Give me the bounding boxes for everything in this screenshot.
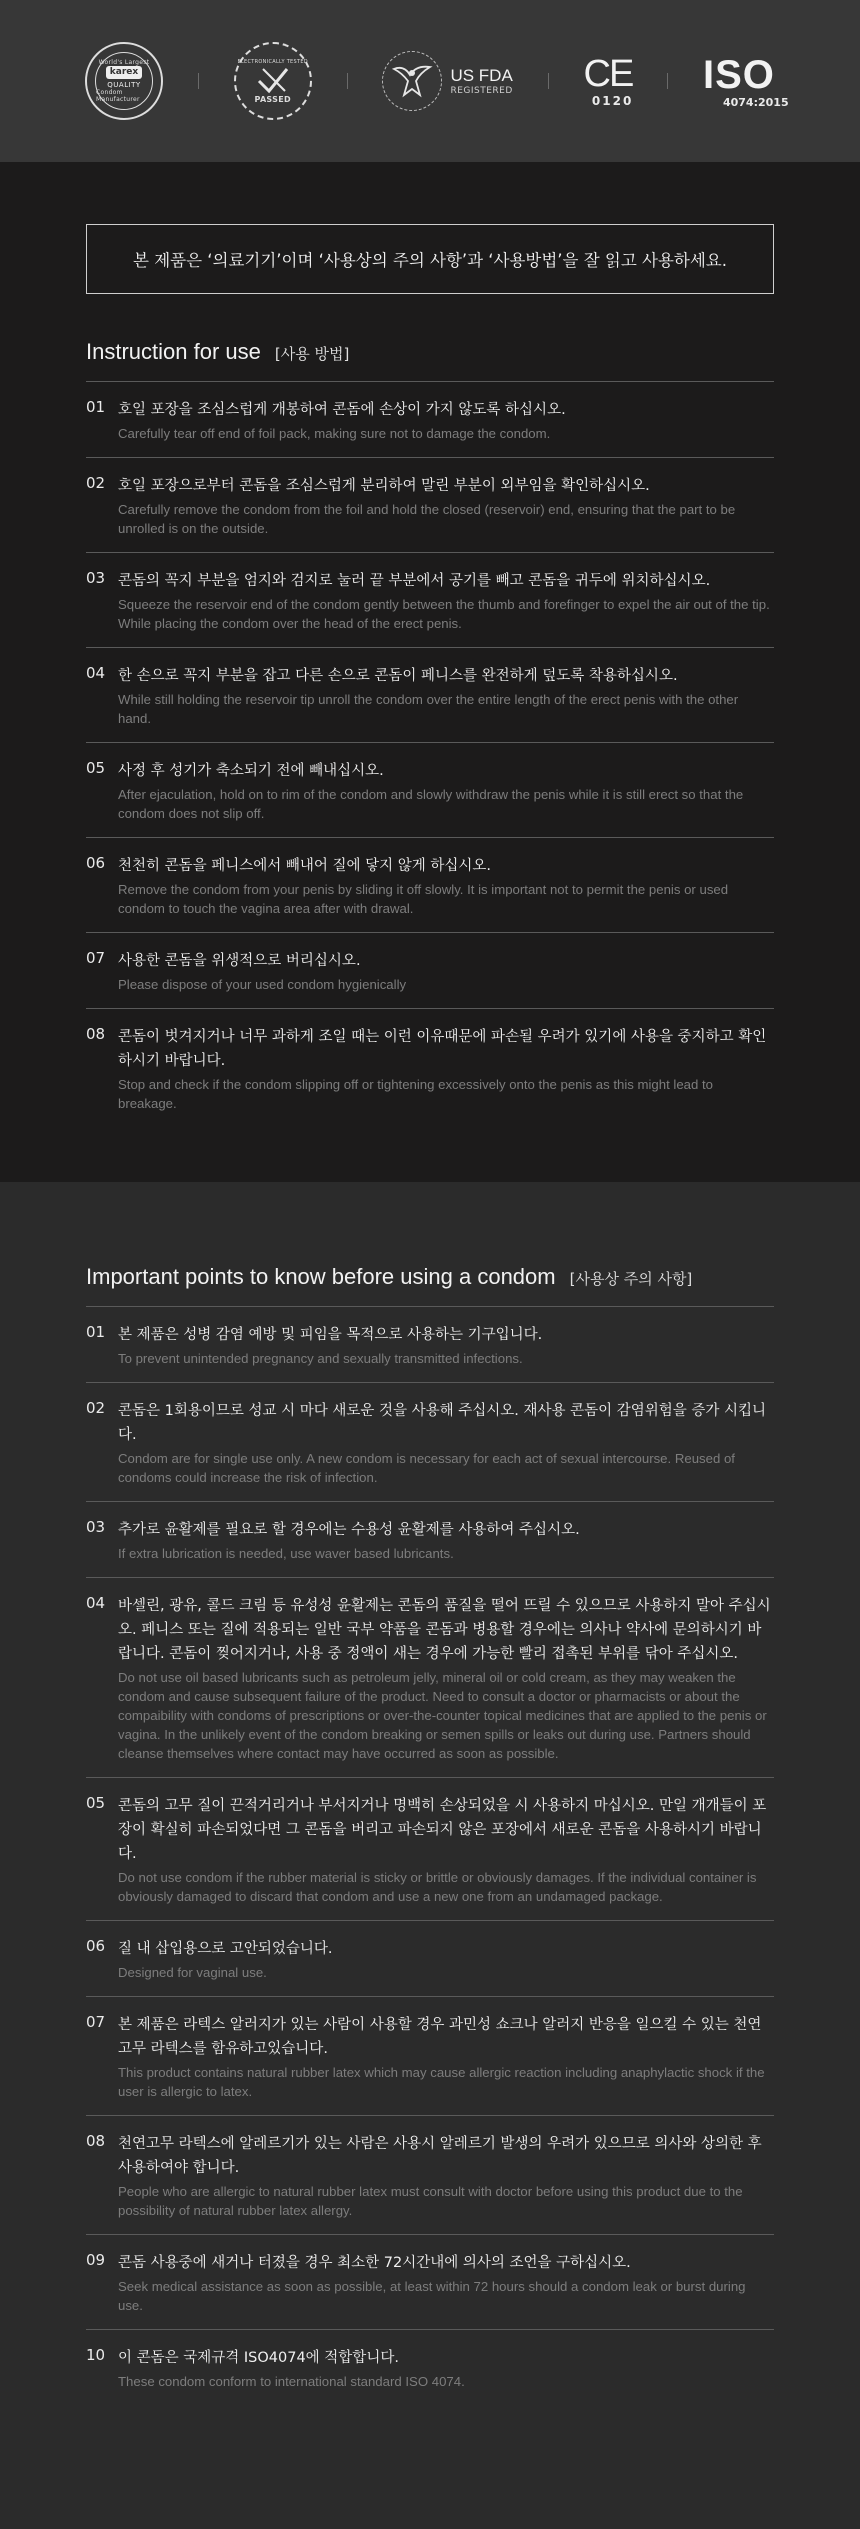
precautions-heading [86,1264,774,1290]
item-text [118,398,774,443]
list-item [86,648,774,743]
list-item [86,1502,774,1578]
list-item [86,1578,774,1778]
list-item [86,1307,774,1383]
item-text-en: Squeeze the reservoir end of the condom gently between the thumb and forefinger to expel the air out of the tip. While placing the condom over the head of the erect penis. [118,597,770,631]
item-text-ko: 이 콘돔은 국제규격 ISO4074에 적합합니다. [118,2350,399,2366]
item-text [118,2346,774,2391]
item-text-ko: 본 제품은 성병 감염 예방 및 피임을 목적으로 사용하는 기구입니다. [118,1327,543,1343]
ce-badge [584,36,633,126]
divider [667,73,668,89]
precautions-list [86,1306,774,2405]
item-number: 09 [86,2251,106,2269]
item-number: 06 [86,854,106,872]
item-text-ko: 사용한 콘돔을 위생적으로 버리십시오. [118,953,361,969]
divider [548,73,549,89]
list-item [86,838,774,933]
item-text-en: After ejaculation, hold on to rim of the condom and slowly withdraw the penis while it is still erect so that the condom does not slip off. [118,787,744,821]
certification-bar [0,0,860,162]
item-text-ko: 사정 후 성기가 축소되기 전에 빼내십시오. [118,763,384,779]
item-text [118,854,774,918]
item-number: 08 [86,1025,106,1043]
item-text [118,569,774,633]
list-item [86,553,774,648]
item-text-en: These condom conform to international standard ISO 4074. [118,2374,465,2389]
item-text [118,474,774,538]
instructions-title-ko: [사용 방법] [274,345,350,363]
item-text [118,2132,774,2220]
divider [347,73,348,89]
instructions-title-en: Instruction for use [86,339,261,364]
instructions-list [86,381,774,1127]
notice-box [86,224,774,294]
item-text [118,949,774,994]
item-text-ko: 콘돔의 고무 질이 끈적거리거나 부서지거나 명백히 손상되었을 시 사용하지 마십시오. 만일 개개들이 포장이 확실히 파손되었다면 그 콘돔을 버리고 파손되지 않은 포장에서 새로운 콘돔을 사용하시기 바랍니다. [118,1798,767,1862]
item-text-ko: 추가로 윤활제를 필요로 할 경우에는 수용성 윤활제를 사용하여 주십시오. [118,1522,580,1538]
item-text [118,1794,774,1906]
iso-badge [703,36,789,126]
item-text-en: If extra lubrication is needed, use waver based lubricants. [118,1546,454,1561]
item-number: 05 [86,1794,106,1812]
item-text-ko: 콘돔은 1회용이므로 성교 시 마다 새로운 것을 사용해 주십시오. 재사용 콘돔이 감염위험을 증가 시킵니다. [118,1403,767,1443]
item-number: 07 [86,949,106,967]
item-text-en: Stop and check if the condom slipping off or tightening excessively onto the penis as this might lead to breakage. [118,1077,714,1111]
list-item [86,2116,774,2235]
item-text-ko: 질 내 삽입용으로 고안되었습니다. [118,1941,333,1957]
item-text-ko: 콘돔의 꼭지 부분을 엄지와 검지로 눌러 끝 부분에서 공기를 빼고 콘돔을 귀두에 위치하십시오. [118,573,711,589]
list-item [86,1778,774,1921]
eagle-seal-icon [382,51,442,111]
item-number: 06 [86,1937,106,1955]
item-number: 01 [86,398,106,416]
karex-bottom-text: Condom Manufacturer [96,89,140,103]
item-text-ko: 천연고무 라텍스에 알레르기가 있는 사람은 사용시 알레르기 발생의 우려가 있으므로 의사와 상의한 후 사용하여야 합니다. [118,2136,762,2176]
item-text [118,1399,774,1487]
item-text-ko: 콘돔이 벗겨지거나 너무 과하게 조일 때는 이런 이유때문에 파손될 우려가 있기에 사용을 중지하고 확인하시기 바랍니다. [118,1029,767,1069]
item-text [118,2251,774,2315]
item-number: 07 [86,2013,106,2031]
item-text-en: Carefully remove the condom from the foil and hold the closed (reservoir) end, ensuring that the part to be unrolled is on the outside. [118,502,736,536]
item-text-en: People who are allergic to natural rubber latex must consult with doctor before using this product due to the possibility of natural rubber latex allergy. [118,2184,743,2218]
item-text-ko: 콘돔 사용중에 새거나 터졌을 경우 최소한 72시간내에 의사의 조언을 구하십시오. [118,2255,631,2271]
item-text-en: Please dispose of your used condom hygienically [118,977,407,992]
karex-quality-text: QUALITY [107,81,141,89]
iso-number: 4074:2015 [722,95,789,109]
list-item [86,1383,774,1502]
list-item [86,2235,774,2330]
item-text [118,1937,774,1982]
item-number: 10 [86,2346,106,2364]
list-item [86,1921,774,1997]
notice-text: 본 제품은 ‘의료기기’이며 ‘사용상의 주의 사항’과 ‘사용방법’을 잘 읽고 사용하세요. [133,251,727,270]
item-text-en: Designed for vaginal use. [118,1965,267,1980]
divider [198,73,199,89]
item-number: 05 [86,759,106,777]
fda-title: US FDA [450,66,513,85]
instructions-heading [86,339,774,365]
list-item [86,933,774,1009]
precautions-title-ko: [사용상 주의 사항] [569,1270,693,1288]
item-text [118,759,774,823]
instructions-section [0,162,860,1182]
item-text-en: To prevent unintended pregnancy and sexually transmitted infections. [118,1351,523,1366]
list-item [86,2330,774,2405]
item-text-en: Do not use oil based lubricants such as petroleum jelly, mineral oil or cold cream, as they may weaken the condom and cause subsequent failure of the product. Need to consult a doctor or pharmacists or about the compaibility with condoms of prescriptions or over-the-counter topical medicines that are applied to the penis or vagina. In the unlikely event of the condom breaking or semen spills or leaks out during use. Partners should cleanse themselves where contact may have occurred as soon as possible. [118,1670,767,1761]
passed-ring-text: ELECTRONICALLY TESTED [237,58,308,65]
item-number: 03 [86,1518,106,1536]
item-text [118,2013,774,2101]
item-text [118,1518,774,1563]
precautions-title-en: Important points to know before using a condom [86,1264,556,1289]
karex-top-text: World's Largest [98,59,150,66]
item-text [118,1594,774,1763]
ce-number: 0120 [591,94,634,108]
item-text [118,1025,774,1113]
karex-logo: karex [106,66,142,79]
item-number: 08 [86,2132,106,2150]
item-text-en: Seek medical assistance as soon as possible, at least within 72 hours should a condom leak or burst during use. [118,2279,746,2313]
item-number: 04 [86,1594,106,1612]
checkmark-icon [255,65,291,95]
item-text [118,1323,774,1368]
item-text [118,664,774,728]
list-item [86,743,774,838]
passed-text: PASSED [254,94,291,104]
item-number: 03 [86,569,106,587]
item-number: 04 [86,664,106,682]
precautions-section [0,1182,860,2529]
item-number: 01 [86,1323,106,1341]
item-text-ko: 호일 포장을 조심스럽게 개봉하여 콘돔에 손상이 가지 않도록 하십시오. [118,402,566,418]
fda-sub: REGISTERED [450,86,513,96]
item-text-en: While still holding the reservoir tip unroll the condom over the entire length of the erect penis with the other hand. [118,692,739,726]
item-text-en: Carefully tear off end of foil pack, making sure not to damage the condom. [118,426,551,441]
item-number: 02 [86,474,106,492]
item-text-en: This product contains natural rubber latex which may cause allergic reaction including anaphylactic shock if the user is allergic to latex. [118,2065,765,2099]
list-item [86,1997,774,2116]
list-item [86,458,774,553]
list-item [86,1009,774,1127]
fda-badge [382,36,512,126]
passed-badge [234,36,312,126]
ce-mark: CE [583,53,633,95]
item-text-ko: 바셀린, 광유, 콜드 크림 등 유성성 윤활제는 콘돔의 품질을 떨어 뜨릴 수 있으므로 사용하지 말아 주십시오. 페니스 또는 질에 적용되는 일반 국부 약품을 콘돔과 병용할 경우에는 의사나 약사에 문의하시기 바랍니다. 콘돔이 찢어지거나, 사용 중 정액이 새는 경우에 가능한 빨리 접촉된 부위를 닦아 주십시오. [118,1598,771,1662]
item-text-ko: 본 제품은 라텍스 알러지가 있는 사람이 사용할 경우 과민성 쇼크나 알러지 반응을 일으킬 수 있는 천연고무 라텍스를 함유하고있습니다. [118,2017,762,2057]
list-item [86,382,774,458]
item-text-en: Remove the condom from your penis by sliding it off slowly. It is important not to permit the penis or used condom to touch the vagina area after with drawal. [118,882,729,916]
item-number: 02 [86,1399,106,1417]
item-text-ko: 한 손으로 꼭지 부분을 잡고 다른 손으로 콘돔이 페니스를 완전하게 덮도록 착용하십시오. [118,668,678,684]
karex-quality-badge [85,36,163,126]
item-text-en: Condom are for single use only. A new condom is necessary for each act of sexual intercourse. Reused of condoms could increase the risk of infection. [118,1451,735,1485]
item-text-en: Do not use condom if the rubber material is sticky or brittle or obviously damages. If the individual container is obviously damaged to discard that condom and use a new one from an undamaged package. [118,1870,757,1904]
item-text-ko: 천천히 콘돔을 페니스에서 빼내어 질에 닿지 않게 하십시오. [118,858,492,874]
iso-mark: ISO [703,52,775,97]
item-text-ko: 호일 포장으로부터 콘돔을 조심스럽게 분리하여 말린 부분이 외부임을 확인하십시오. [118,478,650,494]
